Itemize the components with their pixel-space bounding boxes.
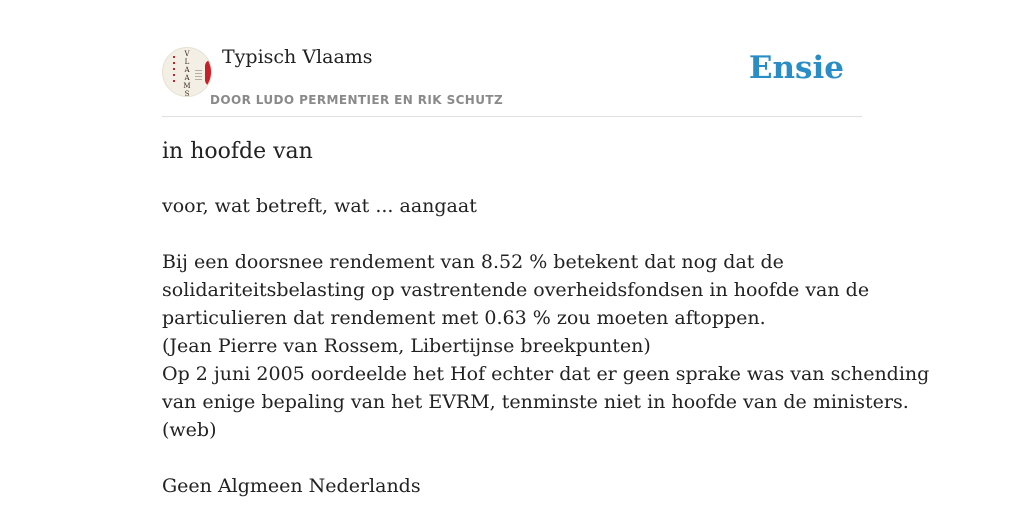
blog-avatar[interactable] [162, 47, 212, 97]
avatar-cover-lines [195, 70, 202, 71]
entry-term: in hoofde van [162, 139, 313, 164]
blog-header [162, 44, 862, 117]
blog-byline: DOOR LUDO PERMENTIER EN RIK SCHUTZ [210, 93, 504, 107]
paragraph-spacer [162, 220, 862, 248]
example-line: particulieren dat rendement met 0.63 % zou moeten aftoppen. [162, 307, 766, 329]
example-line: Bij een doorsnee rendement van 8.52 % betekent dat nog dat de [162, 251, 784, 273]
example-line: van enige bepaling van het EVRM, tenminste niet in hoofde van de ministers. [162, 391, 909, 413]
example-source: (web) [162, 419, 217, 441]
avatar-cover-letters: V L A A M S [183, 50, 191, 97]
example-line: solidariteitsbelasting op vastrentende overheidsfondsen in hoofde van de [162, 279, 870, 301]
avatar-decoration [173, 56, 175, 58]
ensie-logo-link[interactable]: Ensie [748, 50, 844, 86]
paragraph-spacer [162, 444, 862, 472]
example-source: (Jean Pierre van Rossem, Libertijnse breekpunten) [162, 335, 651, 357]
entry-note: Geen Algmeen Nederlands [162, 475, 421, 497]
example-line: Op 2 juni 2005 oordeelde het Hof echter dat er geen sprake was van schending [162, 363, 930, 385]
blog-title[interactable]: Typisch Vlaams [222, 46, 373, 68]
entry-content [162, 192, 930, 500]
avatar-red-edge [205, 60, 212, 86]
entry-definition: voor, wat betreft, wat ... aangaat [162, 195, 477, 217]
entry-examples [162, 248, 930, 444]
